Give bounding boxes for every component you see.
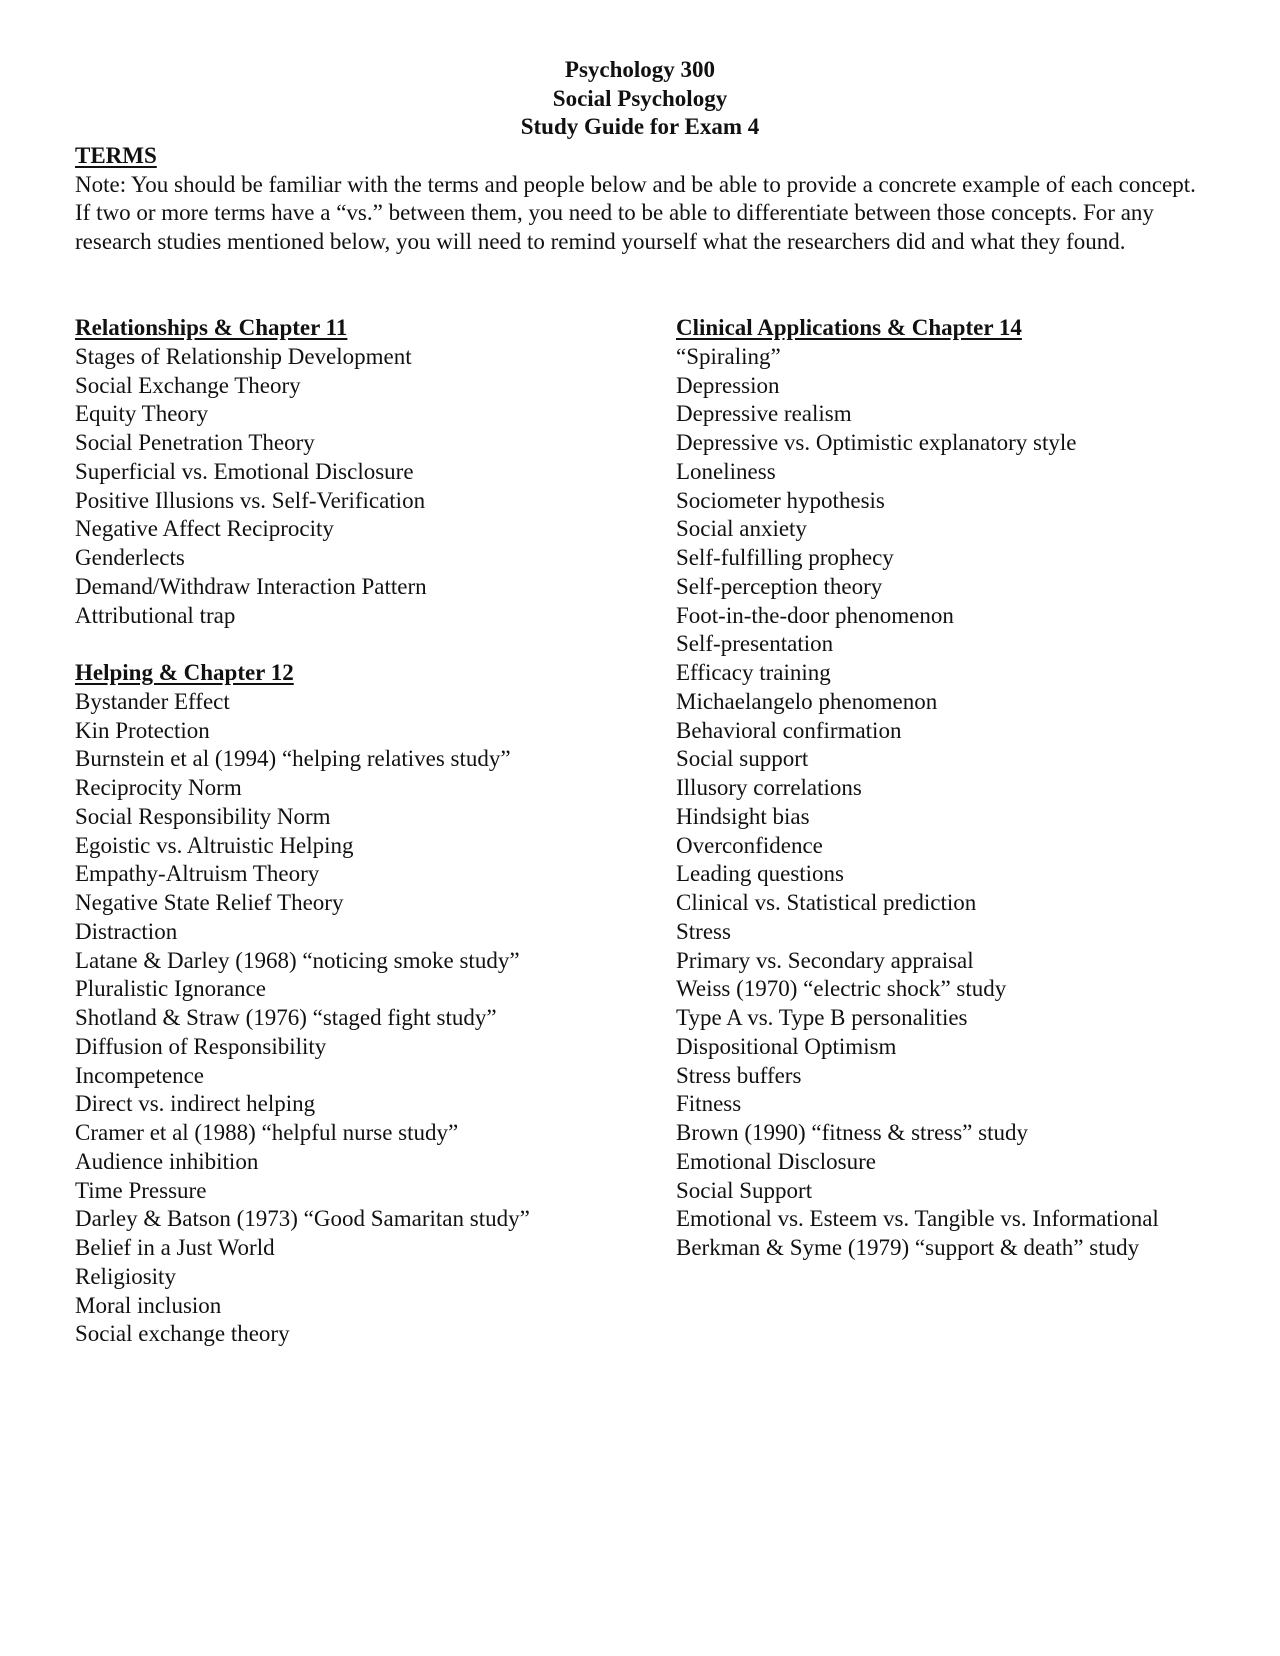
term-item: Belief in a Just World bbox=[75, 1235, 275, 1260]
term-item: Social exchange theory bbox=[75, 1321, 290, 1347]
right-column bbox=[676, 314, 1159, 1263]
term-item: Darley & Batson (1973) “Good Samaritan study” bbox=[75, 1206, 530, 1232]
term-item: Bystander Effect bbox=[75, 688, 230, 714]
term-item: Self-perception theory bbox=[676, 573, 883, 599]
term-item: Burnstein et al (1994) “helping relatives study” bbox=[75, 746, 511, 772]
term-item: Negative Affect Reciprocity bbox=[75, 516, 334, 542]
section-heading-clinical: Clinical Applications & Chapter 14 bbox=[676, 315, 1022, 340]
term-item: Shotland & Straw (1976) “staged fight study” bbox=[75, 1005, 497, 1030]
term-item: Loneliness bbox=[676, 458, 776, 484]
term-item: Overconfidence bbox=[676, 832, 823, 858]
section-heading-helping: Helping & Chapter 12 bbox=[75, 660, 294, 685]
term-item: Equity Theory bbox=[75, 401, 209, 427]
term-item: Foot-in-the-door phenomenon bbox=[676, 602, 954, 628]
term-item: Emotional vs. Esteem vs. Tangible vs. Informational bbox=[676, 1206, 1159, 1232]
term-item: Depressive vs. Optimistic explanatory style bbox=[676, 430, 1077, 455]
terms-block bbox=[75, 142, 1215, 256]
document-header bbox=[0, 56, 1280, 142]
term-item: Audience inhibition bbox=[75, 1148, 259, 1174]
term-item: Type A vs. Type B personalities bbox=[676, 1005, 968, 1030]
exam-title: Study Guide for Exam 4 bbox=[520, 114, 760, 139]
term-item: Stress buffers bbox=[676, 1062, 802, 1088]
term-item: Pluralistic Ignorance bbox=[75, 976, 266, 1002]
term-item: Leading questions bbox=[676, 861, 844, 887]
term-item: Self-presentation bbox=[676, 631, 834, 657]
term-item: Demand/Withdraw Interaction Pattern bbox=[75, 573, 427, 599]
term-item: Emotional Disclosure bbox=[676, 1148, 876, 1174]
term-item: Superficial vs. Emotional Disclosure bbox=[75, 458, 414, 484]
term-item: Positive Illusions vs. Self-Verification bbox=[75, 487, 426, 513]
term-item: Distraction bbox=[75, 918, 178, 944]
term-item: Self-fulfilling prophecy bbox=[676, 545, 894, 570]
relationships-term-list bbox=[75, 343, 530, 631]
term-item: Clinical vs. Statistical prediction bbox=[676, 890, 977, 915]
terms-heading: TERMS bbox=[75, 143, 157, 168]
term-item: Berkman & Syme (1979) “support & death” study bbox=[676, 1235, 1140, 1260]
section-heading-relationships: Relationships & Chapter 11 bbox=[75, 315, 348, 340]
term-item: Social anxiety bbox=[676, 516, 807, 542]
term-item: Negative State Relief Theory bbox=[75, 890, 344, 915]
term-item: Diffusion of Responsibility bbox=[75, 1033, 327, 1059]
helping-term-list bbox=[75, 688, 530, 1349]
term-item: Depression bbox=[676, 372, 780, 398]
clinical-term-list bbox=[676, 343, 1159, 1263]
term-item: Genderlects bbox=[75, 545, 185, 570]
term-item: Stages of Relationship Development bbox=[75, 343, 412, 369]
section-spacer bbox=[75, 630, 530, 659]
term-item: Primary vs. Secondary appraisal bbox=[676, 947, 974, 973]
term-item: Brown (1990) “fitness & stress” study bbox=[676, 1120, 1028, 1145]
term-item: Social Support bbox=[676, 1177, 813, 1203]
term-item: Egoistic vs. Altruistic Helping bbox=[75, 832, 354, 858]
term-item: Reciprocity Norm bbox=[75, 775, 242, 800]
term-item: Latane & Darley (1968) “noticing smoke study” bbox=[75, 947, 520, 973]
subject-title: Social Psychology bbox=[552, 85, 728, 111]
term-item: Dispositional Optimism bbox=[676, 1033, 897, 1059]
term-item: Incompetence bbox=[75, 1062, 204, 1088]
course-title: Psychology 300 bbox=[564, 57, 716, 82]
term-item: Michaelangelo phenomenon bbox=[676, 688, 938, 714]
term-item: Illusory correlations bbox=[676, 775, 862, 800]
term-item: Kin Protection bbox=[75, 717, 210, 743]
term-item: Social Penetration Theory bbox=[75, 430, 315, 455]
term-item: Social support bbox=[676, 746, 809, 772]
term-item: Stress bbox=[676, 918, 731, 944]
term-item: Empathy-Altruism Theory bbox=[75, 861, 320, 887]
term-item: “Spiraling” bbox=[676, 343, 781, 369]
term-item: Behavioral confirmation bbox=[676, 717, 902, 743]
term-item: Sociometer hypothesis bbox=[676, 487, 885, 513]
left-column bbox=[75, 314, 530, 1349]
term-item: Social Responsibility Norm bbox=[75, 803, 331, 829]
term-item: Social Exchange Theory bbox=[75, 372, 301, 398]
term-item: Direct vs. indirect helping bbox=[75, 1091, 316, 1117]
term-item: Weiss (1970) “electric shock” study bbox=[676, 976, 1007, 1002]
term-item: Religiosity bbox=[75, 1263, 176, 1289]
term-item: Attributional trap bbox=[75, 602, 236, 628]
term-item: Cramer et al (1988) “helpful nurse study” bbox=[75, 1120, 459, 1145]
term-item: Depressive realism bbox=[676, 401, 852, 427]
term-item: Hindsight bias bbox=[676, 803, 810, 829]
term-item: Moral inclusion bbox=[75, 1292, 222, 1318]
term-item: Fitness bbox=[676, 1091, 742, 1117]
term-item: Time Pressure bbox=[75, 1177, 207, 1203]
term-item: Efficacy training bbox=[676, 660, 831, 685]
terms-note: Note: You should be familiar with the terms and people below and be able to provide a concrete example of each concept. If two or more terms have a “vs.” between them, you need to be able to differentiate between those concepts. For any research studies mentioned below, you will need to remind yourself what the researchers did and what they found. bbox=[75, 171, 1196, 254]
